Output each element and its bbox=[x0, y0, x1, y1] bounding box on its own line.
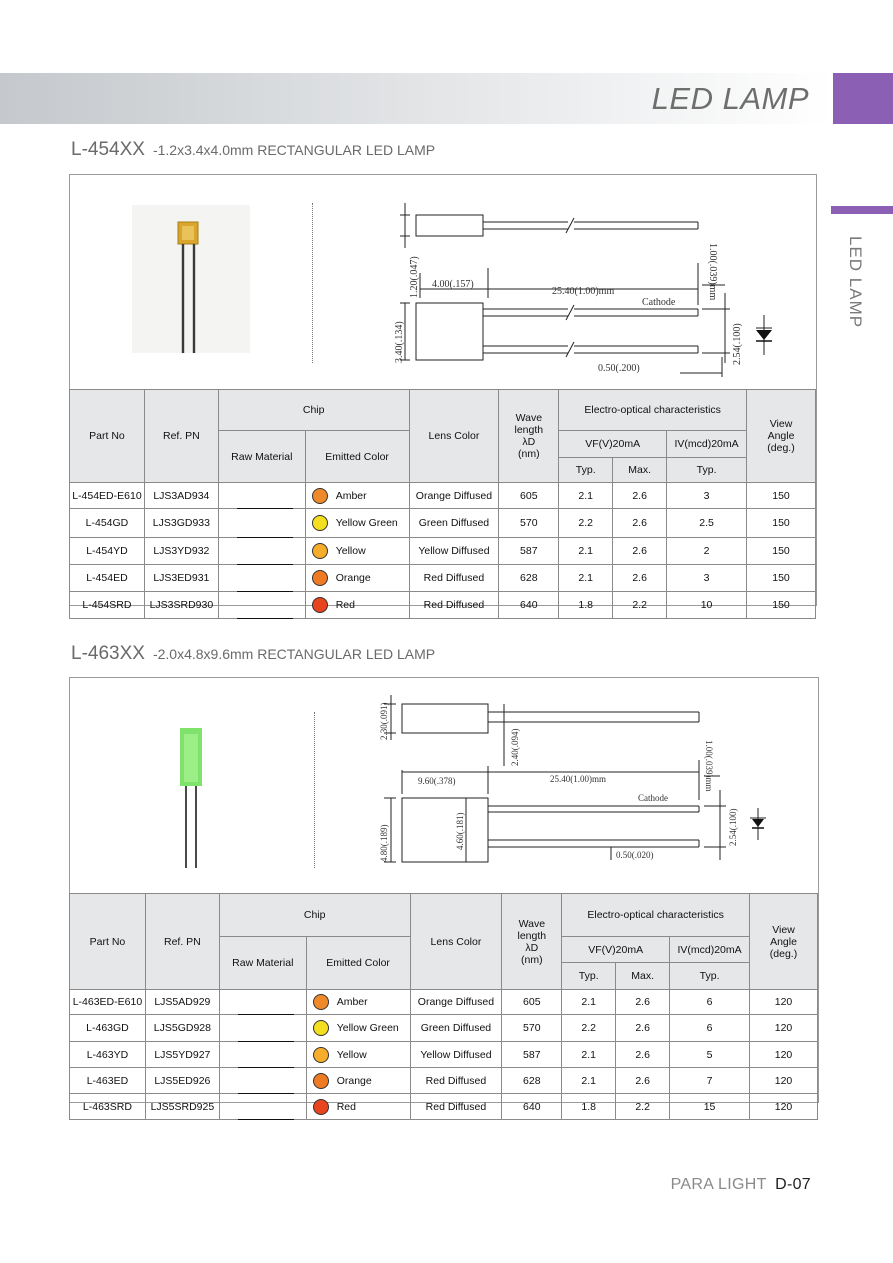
cell-ref-pn: LJS3YD932 bbox=[144, 538, 218, 565]
th-lens-color: Lens Color bbox=[409, 390, 499, 483]
cell-wave: 570 bbox=[502, 1015, 562, 1042]
dim-width-label: 4.80(.189) bbox=[379, 824, 389, 862]
th-lens-color: Lens Color bbox=[410, 894, 502, 990]
table-row bbox=[70, 1094, 818, 1120]
cell-emitted bbox=[306, 1068, 410, 1094]
cell-part-no: L-454ED bbox=[70, 565, 145, 592]
cell-vf-max: 2.6 bbox=[616, 1042, 670, 1068]
cell-raw bbox=[219, 1042, 306, 1068]
cell-wave: 570 bbox=[499, 509, 559, 538]
cell-lens: Green Diffused bbox=[409, 509, 499, 538]
cell-angle: 150 bbox=[747, 509, 816, 538]
th-wave-4: (nm) bbox=[521, 953, 543, 966]
th-part-no: Part No bbox=[70, 390, 145, 483]
cell-raw bbox=[218, 565, 305, 592]
dim-lead-label: 25.40(1.00)mm bbox=[550, 774, 606, 784]
cell-part-no: L-454ED-E610 bbox=[70, 483, 145, 509]
cell-raw bbox=[218, 538, 305, 565]
cell-ref-pn: LJS5ED926 bbox=[145, 1068, 219, 1094]
color-swatch-icon bbox=[313, 994, 329, 1010]
cell-ref-pn: LJS3SRD930 bbox=[144, 592, 218, 619]
cell-ref-pn: LJS5YD927 bbox=[145, 1042, 219, 1068]
cell-angle: 120 bbox=[750, 1094, 818, 1120]
th-wave-4: (nm) bbox=[518, 448, 540, 460]
th-vf: VF(V)20mA bbox=[559, 431, 667, 458]
cell-lens: Red Diffused bbox=[410, 1068, 502, 1094]
section-box-l463 bbox=[69, 677, 819, 1113]
cell-vf-typ: 2.1 bbox=[562, 1068, 616, 1094]
dimension-drawing bbox=[380, 193, 780, 393]
cell-angle: 120 bbox=[750, 1015, 818, 1042]
table-row bbox=[70, 509, 816, 538]
footer-page-number: D-07 bbox=[775, 1176, 811, 1193]
cell-part-no: L-454GD bbox=[70, 509, 145, 538]
cell-part-no: L-463YD bbox=[70, 1042, 146, 1068]
cell-vf-typ: 2.2 bbox=[559, 509, 613, 538]
th-wavelength bbox=[502, 894, 562, 990]
led-photo bbox=[170, 728, 210, 868]
spec-table-l463 bbox=[69, 893, 818, 1120]
cell-lens: Green Diffused bbox=[410, 1015, 502, 1042]
emitted-label: Yellow Green bbox=[335, 516, 398, 529]
color-swatch-icon bbox=[313, 1020, 329, 1036]
dim-lead-width-label: 1.00(.039)mm bbox=[704, 740, 714, 792]
cell-ref-pn: LJS5SRD925 bbox=[145, 1094, 219, 1120]
emitted-label: Yellow Green bbox=[336, 1021, 399, 1034]
th-wave-3: λD bbox=[525, 941, 539, 954]
th-view-angle bbox=[750, 894, 818, 990]
cell-wave: 605 bbox=[499, 483, 559, 509]
th-vf-typ: Typ. bbox=[559, 458, 613, 483]
dimension-drawing bbox=[366, 690, 766, 890]
cell-raw bbox=[218, 483, 305, 509]
cell-vf-typ: 2.2 bbox=[562, 1015, 616, 1042]
th-wave-2: length bbox=[517, 929, 547, 942]
cell-raw bbox=[218, 509, 305, 538]
th-vf-max: Max. bbox=[616, 963, 670, 990]
cell-vf-typ: 2.1 bbox=[559, 565, 613, 592]
cell-lens: Orange Diffused bbox=[410, 990, 502, 1015]
dim-height-label: 1.20(.047) bbox=[409, 256, 420, 298]
th-wavelength bbox=[499, 390, 559, 483]
side-accent-bar bbox=[831, 206, 893, 214]
footer bbox=[671, 1176, 811, 1194]
dim-pitch-label: 2.54(.100) bbox=[728, 808, 738, 846]
cell-angle: 120 bbox=[750, 990, 818, 1015]
cell-iv-typ: 10 bbox=[667, 592, 747, 619]
cell-ref-pn: LJS3AD934 bbox=[144, 483, 218, 509]
side-label: LED LAMP bbox=[846, 236, 865, 329]
cell-angle: 150 bbox=[747, 592, 816, 619]
th-vf: VF(V)20mA bbox=[562, 937, 670, 963]
th-electro: Electro-optical characteristics bbox=[559, 390, 747, 431]
th-view-2: Angle bbox=[770, 935, 797, 948]
cathode-label: Cathode bbox=[642, 297, 676, 308]
color-swatch-icon bbox=[312, 488, 328, 504]
cell-angle: 150 bbox=[747, 538, 816, 565]
cell-part-no: L-463ED-E610 bbox=[70, 990, 146, 1015]
cell-wave: 640 bbox=[499, 592, 559, 619]
cell-iv-typ: 7 bbox=[670, 1068, 750, 1094]
cell-lens: Red Diffused bbox=[410, 1094, 502, 1120]
cell-vf-typ: 2.1 bbox=[562, 1042, 616, 1068]
cell-part-no: L-454YD bbox=[70, 538, 145, 565]
dim-lead-t-label: 0.50(.020) bbox=[616, 850, 654, 860]
th-view-1: View bbox=[772, 923, 795, 936]
cell-wave: 628 bbox=[499, 565, 559, 592]
cell-emitted bbox=[305, 538, 409, 565]
dim-length-label: 4.00(.157) bbox=[432, 279, 474, 290]
th-wave-1: Wave bbox=[518, 917, 546, 930]
section-title-l463 bbox=[71, 643, 435, 665]
emitted-label: Yellow bbox=[336, 1048, 367, 1061]
footer-brand: PARA LIGHT bbox=[670, 1176, 767, 1193]
cell-iv-typ: 2 bbox=[667, 538, 747, 565]
th-wave-2: length bbox=[514, 424, 544, 436]
th-iv: IV(mcd)20mA bbox=[670, 937, 750, 963]
cell-emitted bbox=[305, 483, 409, 509]
cell-wave: 628 bbox=[502, 1068, 562, 1094]
th-iv-typ: Typ. bbox=[670, 963, 750, 990]
cell-iv-typ: 15 bbox=[670, 1094, 750, 1120]
table-row bbox=[70, 1015, 818, 1042]
dim-lead-t-label: 0.50(.200) bbox=[598, 363, 640, 374]
cell-iv-typ: 3 bbox=[667, 483, 747, 509]
cell-emitted bbox=[305, 592, 409, 619]
cell-lens: Yellow Diffused bbox=[409, 538, 499, 565]
cell-vf-typ: 2.1 bbox=[559, 538, 613, 565]
cell-part-no: L-463GD bbox=[70, 1015, 146, 1042]
th-iv-typ: Typ. bbox=[667, 458, 747, 483]
emitted-label: Amber bbox=[336, 995, 368, 1008]
cell-lens: Red Diffused bbox=[409, 565, 499, 592]
section-title-l454 bbox=[71, 139, 435, 161]
th-ref-pn: Ref. PN bbox=[145, 894, 219, 990]
th-view-1: View bbox=[769, 418, 793, 430]
emitted-label: Orange bbox=[335, 571, 371, 584]
cell-iv-typ: 3 bbox=[667, 565, 747, 592]
cell-vf-max: 2.6 bbox=[613, 483, 667, 509]
cell-vf-typ: 1.8 bbox=[559, 592, 613, 619]
cell-ref-pn: LJS3GD933 bbox=[144, 509, 218, 538]
color-swatch-icon bbox=[312, 515, 328, 531]
cell-angle: 150 bbox=[747, 565, 816, 592]
header-accent-block bbox=[833, 73, 893, 124]
cell-vf-max: 2.2 bbox=[613, 592, 667, 619]
cell-emitted bbox=[306, 1094, 410, 1120]
divider-line bbox=[312, 203, 313, 363]
th-wave-1: Wave bbox=[515, 412, 543, 424]
cell-iv-typ: 6 bbox=[670, 990, 750, 1015]
cell-iv-typ: 2.5 bbox=[667, 509, 747, 538]
color-swatch-icon bbox=[312, 597, 328, 613]
cell-lens: Red Diffused bbox=[409, 592, 499, 619]
dim-width2-label: 4.60(.181) bbox=[455, 812, 465, 850]
cell-raw bbox=[219, 990, 306, 1015]
table-row bbox=[70, 483, 816, 509]
section-box-l454 bbox=[69, 174, 817, 611]
cell-vf-max: 2.2 bbox=[616, 1094, 670, 1120]
th-emitted-color: Emitted Color bbox=[306, 937, 410, 990]
th-vf-max: Max. bbox=[613, 458, 667, 483]
cell-part-no: L-463ED bbox=[70, 1068, 146, 1094]
cell-vf-typ: 1.8 bbox=[562, 1094, 616, 1120]
spec-table-l454 bbox=[69, 389, 816, 619]
th-wave-3: λD bbox=[522, 436, 536, 448]
cell-wave: 640 bbox=[502, 1094, 562, 1120]
cathode-label: Cathode bbox=[638, 793, 668, 803]
emitted-label: Amber bbox=[335, 489, 367, 502]
color-swatch-icon bbox=[312, 543, 328, 559]
cell-lens: Orange Diffused bbox=[409, 483, 499, 509]
th-ref-pn: Ref. PN bbox=[144, 390, 218, 483]
cell-raw bbox=[218, 592, 305, 619]
cell-part-no: L-454SRD bbox=[70, 592, 145, 619]
cell-raw bbox=[219, 1068, 306, 1094]
cell-vf-max: 2.6 bbox=[616, 1015, 670, 1042]
cell-vf-typ: 2.1 bbox=[559, 483, 613, 509]
table-row bbox=[70, 538, 816, 565]
th-iv: IV(mcd)20mA bbox=[667, 431, 747, 458]
cell-iv-typ: 6 bbox=[670, 1015, 750, 1042]
cell-ref-pn: LJS3ED931 bbox=[144, 565, 218, 592]
cell-raw bbox=[219, 1094, 306, 1120]
cell-wave: 587 bbox=[499, 538, 559, 565]
cell-angle: 120 bbox=[750, 1042, 818, 1068]
table-row bbox=[70, 565, 816, 592]
dim-lead-label: 25.40(1.00)mm bbox=[552, 286, 615, 297]
th-vf-typ: Typ. bbox=[562, 963, 616, 990]
cell-emitted bbox=[305, 509, 409, 538]
th-view-angle bbox=[747, 390, 816, 483]
section-part: L-454XX bbox=[71, 139, 145, 160]
section-subtitle: -2.0x4.8x9.6mm RECTANGULAR LED LAMP bbox=[152, 646, 436, 662]
cell-ref-pn: LJS5GD928 bbox=[145, 1015, 219, 1042]
divider-line bbox=[314, 712, 315, 868]
th-chip: Chip bbox=[219, 894, 410, 937]
cell-vf-max: 2.6 bbox=[613, 509, 667, 538]
dim-lead-width-label: 1.00(.039)mm bbox=[707, 243, 718, 301]
section-subtitle: -1.2x3.4x4.0mm RECTANGULAR LED LAMP bbox=[152, 142, 436, 158]
cell-vf-typ: 2.1 bbox=[562, 990, 616, 1015]
cell-angle: 150 bbox=[747, 483, 816, 509]
th-emitted-color: Emitted Color bbox=[305, 431, 409, 483]
led-photo bbox=[132, 205, 250, 353]
cell-emitted bbox=[306, 1015, 410, 1042]
cell-wave: 605 bbox=[502, 990, 562, 1015]
section-part: L-463XX bbox=[71, 643, 145, 664]
cell-wave: 587 bbox=[502, 1042, 562, 1068]
cell-vf-max: 2.6 bbox=[616, 1068, 670, 1094]
dim-height2-label: 2.40(.094) bbox=[510, 728, 520, 766]
th-view-3: (deg.) bbox=[769, 947, 798, 960]
table-row bbox=[70, 592, 816, 619]
dim-width-label: 3.40(.134) bbox=[394, 321, 405, 363]
table-row bbox=[70, 990, 818, 1015]
th-part-no: Part No bbox=[70, 894, 146, 990]
emitted-label: Orange bbox=[336, 1074, 372, 1087]
color-swatch-icon bbox=[313, 1047, 329, 1063]
cell-part-no: L-463SRD bbox=[70, 1094, 146, 1120]
emitted-label: Yellow bbox=[335, 544, 366, 557]
color-swatch-icon bbox=[313, 1099, 329, 1115]
cell-emitted bbox=[306, 1042, 410, 1068]
th-raw-material: Raw Material bbox=[218, 431, 305, 483]
cell-iv-typ: 5 bbox=[670, 1042, 750, 1068]
th-chip: Chip bbox=[218, 390, 409, 431]
table-row bbox=[70, 1042, 818, 1068]
dim-length-label: 9.60(.378) bbox=[418, 776, 456, 786]
cell-vf-max: 2.6 bbox=[613, 565, 667, 592]
cell-vf-max: 2.6 bbox=[613, 538, 667, 565]
table-row bbox=[70, 1068, 818, 1094]
color-swatch-icon bbox=[312, 570, 328, 586]
header-banner bbox=[0, 73, 833, 124]
th-raw-material: Raw Material bbox=[219, 937, 306, 990]
th-electro: Electro-optical characteristics bbox=[562, 894, 750, 937]
cell-emitted bbox=[305, 565, 409, 592]
cell-emitted bbox=[306, 990, 410, 1015]
emitted-label: Red bbox=[335, 598, 355, 611]
dim-pitch-label: 2.54(.100) bbox=[732, 323, 743, 365]
cell-ref-pn: LJS5AD929 bbox=[145, 990, 219, 1015]
th-view-2: Angle bbox=[767, 430, 795, 442]
cell-angle: 120 bbox=[750, 1068, 818, 1094]
dim-height-label: 2.30(.091) bbox=[379, 702, 389, 740]
header-title: LED LAMP bbox=[651, 81, 809, 116]
cell-raw bbox=[219, 1015, 306, 1042]
color-swatch-icon bbox=[313, 1073, 329, 1089]
th-view-3: (deg.) bbox=[767, 442, 795, 454]
cell-lens: Yellow Diffused bbox=[410, 1042, 502, 1068]
emitted-label: Red bbox=[336, 1100, 356, 1113]
cell-vf-max: 2.6 bbox=[616, 990, 670, 1015]
